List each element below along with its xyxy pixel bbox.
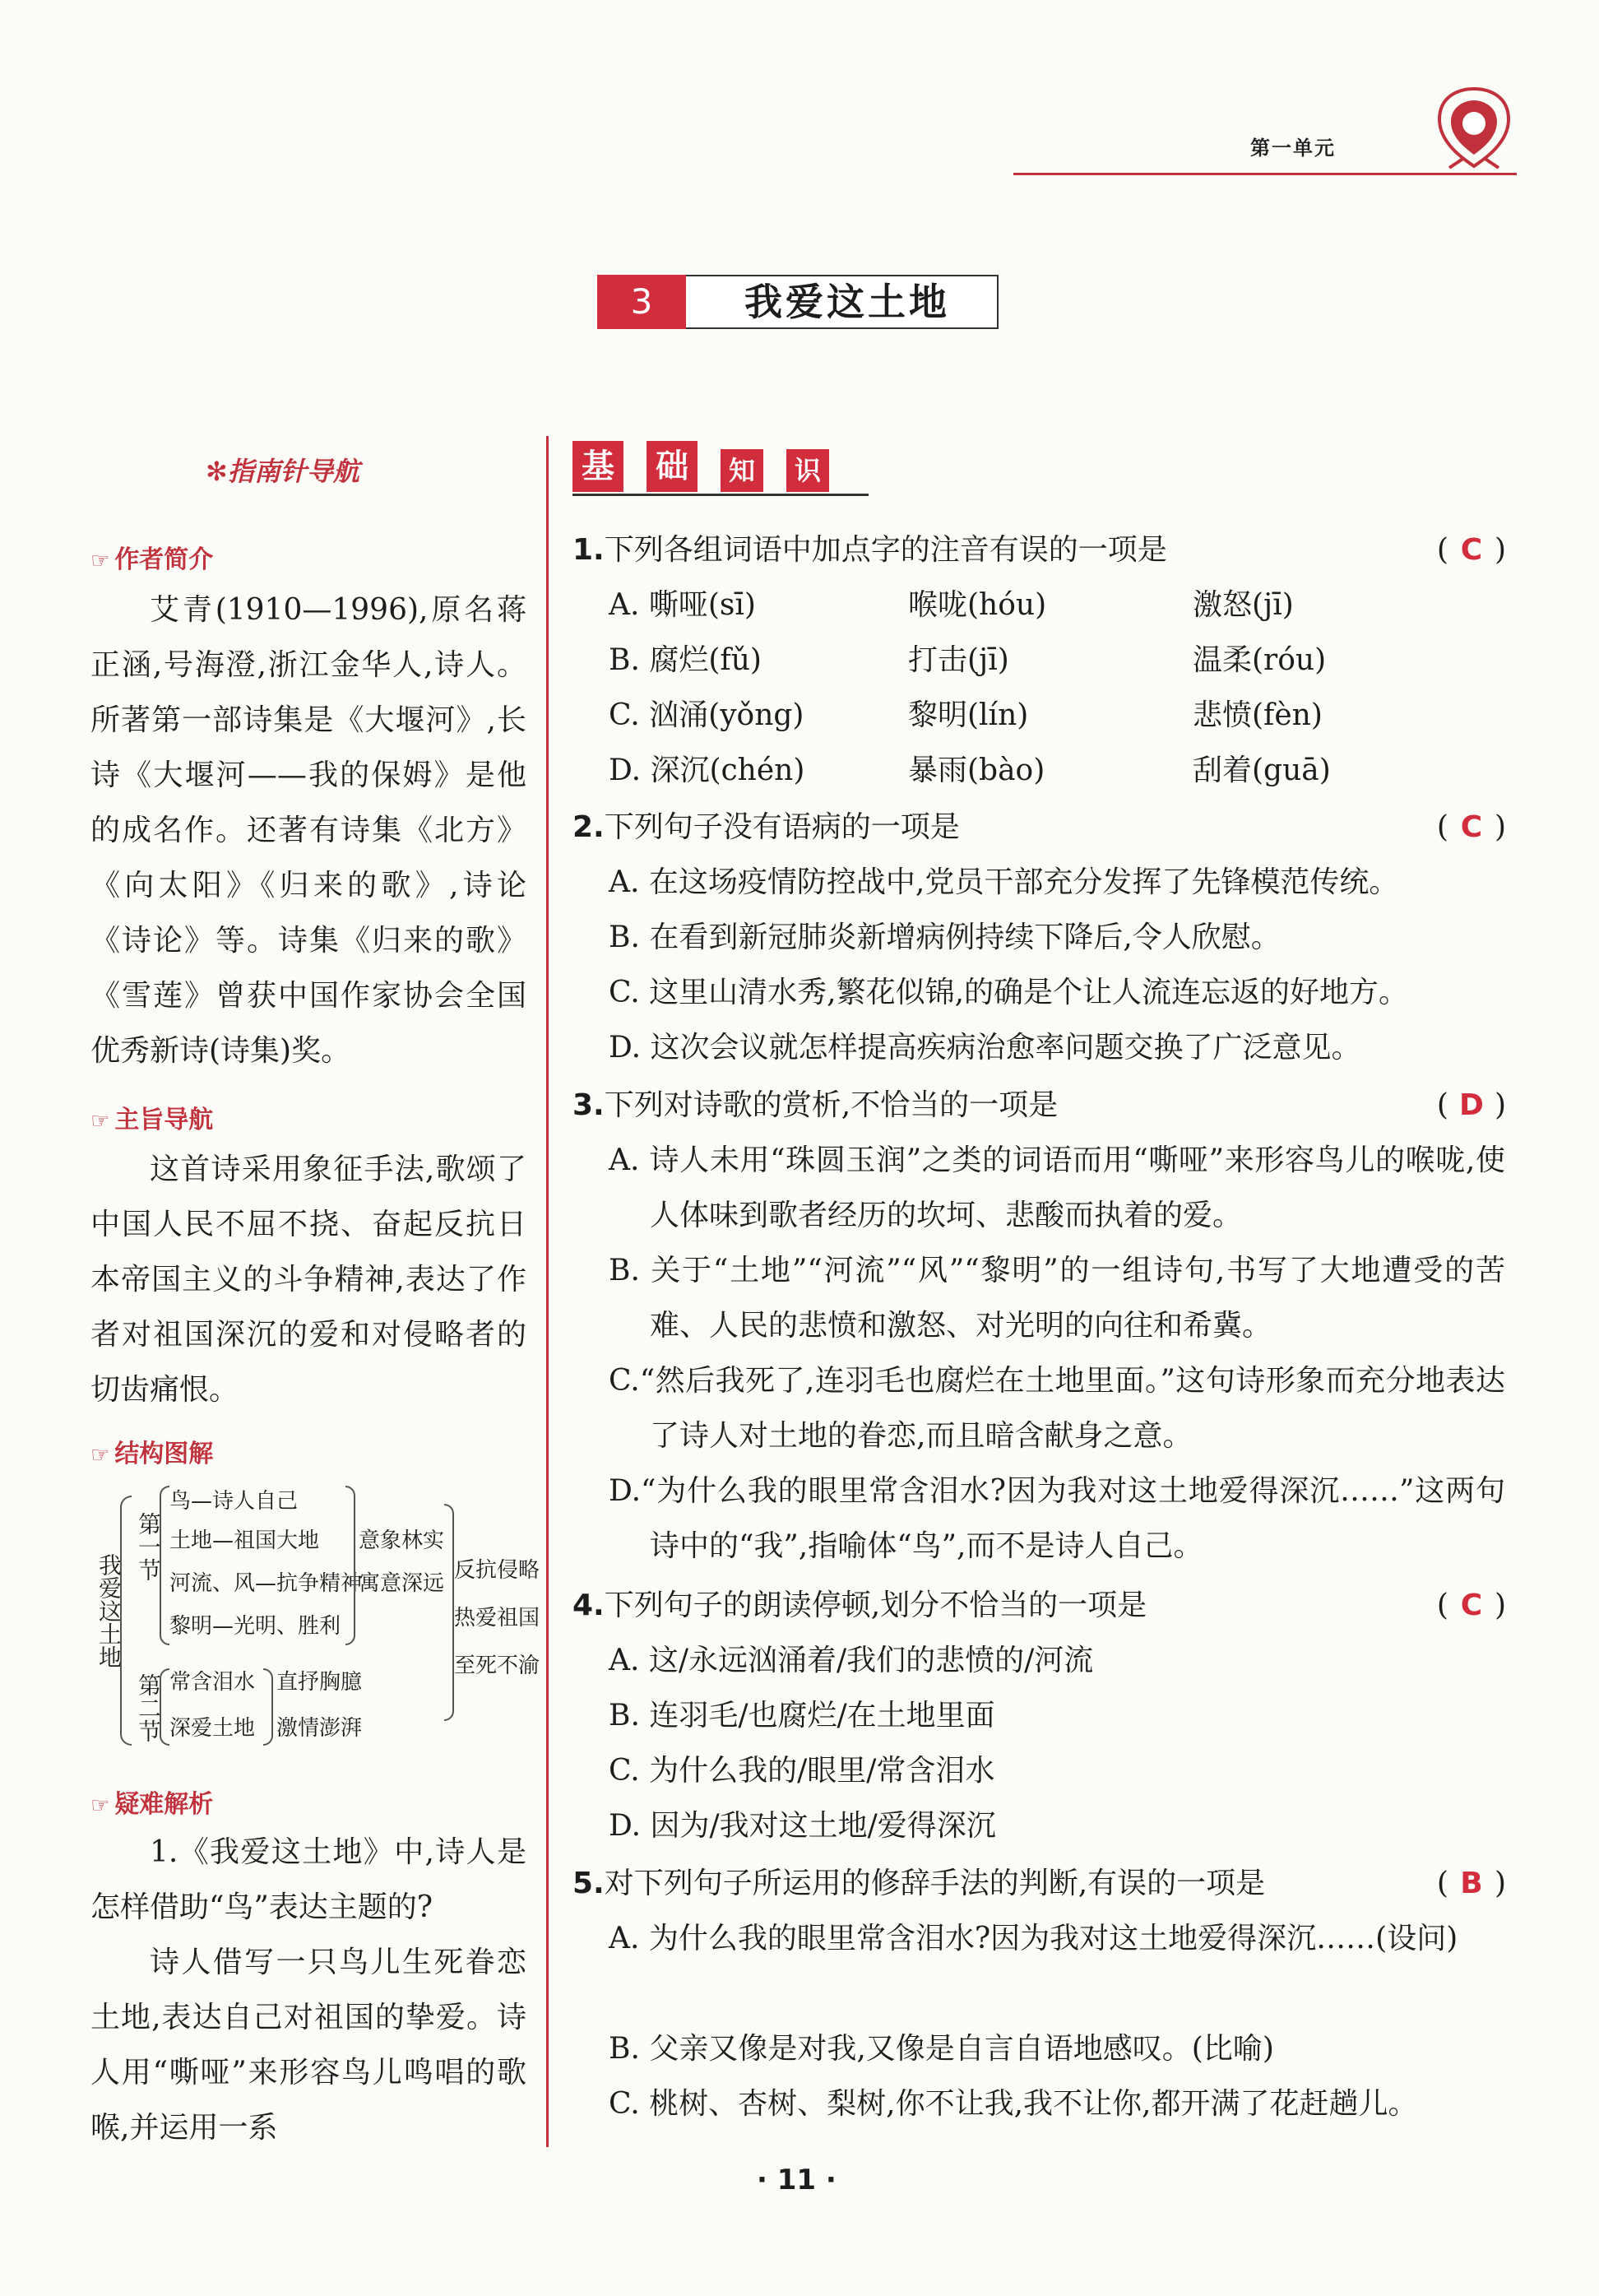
diagram-item: 土地—祖国大地 <box>169 1528 320 1553</box>
pointing-hand-icon: ☞ <box>90 1109 110 1134</box>
theme-section-heading: ☞ 主旨导航 <box>90 1106 214 1134</box>
difficulty-answer: 诗人借写一只鸟儿生死眷恋土地,表达自己对祖国的挚爱。诗人用“嘶哑”来形容鸟儿鸣唱的歌喉,并运用一系 <box>90 1946 526 2145</box>
q3-option: A. 诗人未用“珠圆玉润”之类的词语而用“嘶哑”来形容鸟儿的喉咙,使人体味到歌者经历的坎坷、悲酸而执着的爱。 <box>609 1143 1505 1232</box>
diagram-brace <box>444 1504 454 1721</box>
diagram-brace <box>263 1668 273 1746</box>
q1-option: 悲愤(fèn) <box>1193 698 1323 732</box>
lesson-title: 我爱这土地 <box>744 280 950 324</box>
diagram-brace <box>120 1496 132 1746</box>
answer-2: ( C ) <box>1436 810 1506 844</box>
pointing-hand-icon: ☞ <box>90 1443 110 1468</box>
question-1: 1.下列各组词语中加点字的注音有误的一项是 <box>572 533 1167 567</box>
publisher-logo <box>1433 82 1515 173</box>
author-text: 艾青(1910—1996),原名蒋正涵,号海澄,浙江金华人,诗人。所著第一部诗集是《大堰河》,长诗《大堰河——我的保姆》是他的成名作。还著有诗集《北方》《向太阳》《归来的歌》,诗论《诗论》等。诗集《归来的歌》《雪莲》曾获中国作家协会全国优秀新诗(诗集)奖。 <box>90 593 526 1068</box>
diagram-item: 深爱土地 <box>169 1716 256 1741</box>
author-section-heading: ☞ 作者简介 <box>90 545 214 574</box>
answer-3: ( D ) <box>1436 1088 1506 1122</box>
q1-option: 温柔(róu) <box>1193 643 1327 677</box>
structure-diagram <box>90 1479 539 1759</box>
q3-option: C.“然后我死了,连羽毛也腐烂在土地里面。”这句诗形象而充分地表达了诗人对土地的眷恋,而且暗含献身之意。 <box>609 1364 1505 1453</box>
diagram-brace <box>345 1486 355 1645</box>
diagram-brace <box>160 1668 169 1746</box>
diagram-conclusion: 至死不渝 <box>454 1654 540 1678</box>
diagram-item: 常含泪水 <box>169 1670 256 1695</box>
diagram-mid: 激情澎湃 <box>276 1716 363 1741</box>
question-5: 5.对下列句子所运用的修辞手法的判断,有误的一项是 <box>572 1867 1266 1900</box>
diagram-conclusion: 反抗侵略 <box>454 1558 540 1583</box>
q4-option: A. 这/永远汹涌着/我们的悲愤的/河流 <box>609 1644 1094 1677</box>
theme-text: 这首诗采用象征手法,歌颂了中国人民不屈不挠、奋起反抗日本帝国主义的斗争精神,表达了作者对祖国深沉的爱和对侵略者的切齿痛恨。 <box>90 1153 526 1407</box>
question-3: 3.下列对诗歌的赏析,不恰当的一项是 <box>572 1088 1059 1122</box>
guide-title: ✻指南针导航 <box>206 456 359 487</box>
q1-option: 喉咙(hóu) <box>908 588 1047 622</box>
diagram-mid: 直抒胸臆 <box>276 1670 363 1695</box>
diagram-item: 黎明—光明、胜利 <box>169 1614 341 1639</box>
difficulty-section-heading: ☞ 疑难解析 <box>90 1790 214 1819</box>
q5-option: B. 父亲又像是对我,又像是自言自语地感叹。(比喻) <box>609 2032 1274 2066</box>
q1-option: 暴雨(bào) <box>908 754 1045 787</box>
structure-section-heading: ☞ 结构图解 <box>90 1440 214 1468</box>
page-number: · 11 · <box>757 2164 837 2196</box>
q1-option: B. 腐烂(fǔ) <box>609 643 762 677</box>
q3-option: B. 关于“土地”“河流”“风”“黎明”的一组诗句,书写了大地遭受的苦难、人民的悲愤和激怒、对光明的向往和希冀。 <box>609 1254 1505 1343</box>
diagram-item: 河流、风—抗争精神 <box>169 1571 363 1596</box>
diagram-item: 鸟—诗人自己 <box>169 1489 299 1514</box>
basic-char: 识 <box>786 449 829 492</box>
basic-char: 基 <box>572 441 623 492</box>
unit-label: 第一单元 <box>1250 136 1336 160</box>
answer-1: ( C ) <box>1436 533 1506 567</box>
q4-option: B. 连羽毛/也腐烂/在土地里面 <box>609 1699 995 1732</box>
q2-option: B. 在看到新冠肺炎新增病例持续下降后,令人欣慰。 <box>609 921 1281 954</box>
q2-option: C. 这里山清水秀,繁花似锦,的确是个让人流连忘返的好地方。 <box>609 976 1409 1009</box>
difficulty-question: 1.《我爱这土地》中,诗人是怎样借助“鸟”表达主题的? <box>90 1835 526 1924</box>
question-4: 4.下列句子的朗读停顿,划分不恰当的一项是 <box>572 1589 1147 1622</box>
q3-option: D.“为什么我的眼里常含泪水?因为我对这土地爱得深沉……”这两句诗中的“我”,指喻体“鸟”,而不是诗人自己。 <box>609 1474 1505 1563</box>
q2-option: D. 这次会议就怎样提高疾病治愈率问题交换了广泛意见。 <box>609 1031 1361 1065</box>
q1-option: A. 嘶哑(sī) <box>609 588 756 622</box>
column-divider <box>546 436 549 2147</box>
answer-5: ( B ) <box>1436 1867 1506 1900</box>
q4-option: D. 因为/我对这土地/爱得深沉 <box>609 1809 996 1843</box>
basic-char: 础 <box>647 441 698 492</box>
q1-option: 打击(jī) <box>908 643 1009 677</box>
diagram-conclusion: 热爱祖国 <box>454 1606 540 1630</box>
q2-option: A. 在这场疫情防控战中,党员干部充分发挥了先锋模范传统。 <box>609 865 1399 899</box>
diagram-part2: 第二节 <box>135 1673 162 1742</box>
q5-option: C. 桃树、杏树、梨树,你不让我,我不让你,都开满了花赶趟儿。 <box>609 2087 1418 2121</box>
pointing-hand-icon: ☞ <box>90 549 110 573</box>
q1-option: D. 深沉(chén) <box>609 754 805 787</box>
answer-4: ( C ) <box>1436 1589 1506 1622</box>
header-rule <box>1013 173 1517 175</box>
q5-option: A. 为什么我的眼里常含泪水?因为我对这土地爱得深沉……(设问) <box>609 1922 1458 1955</box>
q1-option: 刮着(guā) <box>1193 754 1331 787</box>
q1-option: 激怒(jī) <box>1193 588 1294 622</box>
diagram-root: 我爱这土地 <box>95 1553 123 1668</box>
q1-option: C. 汹涌(yǒng) <box>609 698 804 732</box>
diagram-part1: 第一节 <box>135 1512 162 1581</box>
basic-rule <box>572 494 869 496</box>
q1-option: 黎明(lín) <box>908 698 1029 732</box>
diagram-mid: 意象林实 <box>359 1528 445 1553</box>
pointing-hand-icon: ☞ <box>90 1793 110 1818</box>
question-2: 2.下列句子没有语病的一项是 <box>572 810 960 844</box>
q4-option: C. 为什么我的/眼里/常含泪水 <box>609 1754 995 1788</box>
basic-knowledge-title <box>572 441 869 499</box>
lesson-number: 3 <box>597 275 686 329</box>
diagram-brace <box>160 1486 169 1645</box>
diagram-mid: 寓意深远 <box>359 1571 445 1596</box>
basic-char: 知 <box>721 449 763 492</box>
